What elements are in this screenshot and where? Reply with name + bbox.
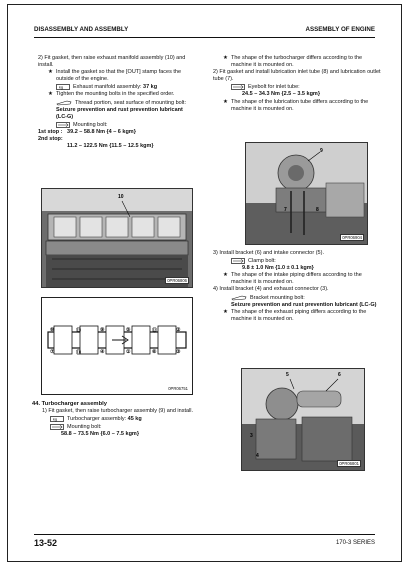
series-label: 170-3 SERIES xyxy=(335,540,375,546)
page-number: 13-52 xyxy=(34,538,58,548)
star-bullet-icon: ★ xyxy=(223,272,228,279)
mounting-bolt-value: 58.8 – 73.5 Nm {6.0 – 7.5 kgm} xyxy=(61,431,139,438)
bolt-number: ⑥ xyxy=(152,349,157,355)
callout-10: 10 xyxy=(118,194,124,200)
bolt-number: ⑨ xyxy=(100,327,105,333)
bolt-number: ④ xyxy=(100,349,105,355)
lubricant-brush-icon xyxy=(231,294,247,301)
svg-text:kg: kg xyxy=(59,86,64,91)
page-header xyxy=(34,23,375,38)
bolt-number: ⑩ xyxy=(50,327,55,333)
bolt-number: ⑬ xyxy=(76,328,82,334)
step-2-text: 2) Fit gasket, then raise exhaust manifold assembly (10) and install. xyxy=(38,55,186,69)
eyebolt-label: Eyebolt for inlet tube: xyxy=(248,84,300,91)
clamp-bolt-label: Clamp bolt: xyxy=(248,258,276,265)
header-right: ASSEMBLY OF ENGINE xyxy=(305,26,375,33)
bolt-number: ③ xyxy=(176,349,181,355)
bolt-number: ⑦ xyxy=(50,349,55,355)
callout-5: 5 xyxy=(286,372,289,378)
r-step-3: 3) Install bracket (6) and intake connector (5). xyxy=(213,250,324,256)
turbo-photo-graphic xyxy=(246,143,367,244)
bolt-number: ⑫ xyxy=(152,328,158,334)
bullet-tighten: Tighten the mounting bolts in the specified order. xyxy=(56,91,175,98)
callout-6: 6 xyxy=(338,372,341,378)
lubricant-brush-icon xyxy=(56,99,72,106)
page-footer xyxy=(34,534,375,549)
bolt-number: ① xyxy=(126,349,131,355)
svg-text:kg: kg xyxy=(53,417,58,422)
callout-8: 8 xyxy=(316,207,319,213)
turbo-weight-label: Turbocharger assembly: xyxy=(67,416,128,423)
weight-icon xyxy=(56,83,70,90)
eyebolt-value: 24.5 – 34.3 Nm {2.5 – 3.5 kgm} xyxy=(242,91,320,98)
bolt-number: ② xyxy=(176,327,181,333)
torque-wrench-icon xyxy=(231,257,245,264)
stop1-label: 1st stop : xyxy=(38,128,63,135)
weight-value: 37 kg xyxy=(143,84,158,91)
manual-page xyxy=(7,4,402,562)
photo-tag: 0PR06806 xyxy=(167,278,187,283)
photo-tag: 0PR06904 xyxy=(342,235,362,240)
section-44-title: 44. Turbocharger assembly xyxy=(32,401,107,407)
clamp-bolt-value: 9.8 ± 1.0 Nm {1.0 ± 0.1 kgm} xyxy=(242,265,314,272)
bullet-lube-tube: The shape of the lubrication tube differs according to the machine it is mounted on. xyxy=(231,98,369,112)
bullet-gasket: Install the gasket so that the [OUT] stamp faces the outside of the engine. xyxy=(56,69,182,83)
star-bullet-icon: ★ xyxy=(48,91,53,98)
weight-label: Exhaust manifold assembly: xyxy=(73,84,144,91)
bolt-number: ⑪ xyxy=(76,350,82,356)
bolt-number: ⑤ xyxy=(126,327,131,333)
callout-9: 9 xyxy=(320,148,323,154)
mounting-bolt-label: Mounting bolt: xyxy=(73,121,108,128)
photo-exhaust-manifold xyxy=(41,188,193,288)
connector-photo-graphic xyxy=(242,369,364,470)
bullet-turbo-shape: The shape of the turbocharger differs according to the machine it is mounted on. xyxy=(231,55,363,69)
photo-exhaust-connector xyxy=(241,368,365,471)
header-left: DISASSEMBLY AND ASSEMBLY xyxy=(34,26,129,33)
torque-wrench-icon xyxy=(56,121,70,128)
r-step-2: 2) Fit gasket and install lubrication inlet tube (8) and lubrication outlet tube (7). xyxy=(213,69,381,83)
photo-turbocharger xyxy=(245,142,368,245)
stop2-label: 2nd stop: xyxy=(38,135,63,142)
seizure-lubricant-2: Seizure prevention and rust prevention lubricant (LC-G) xyxy=(231,301,377,308)
tightening-order-diagram xyxy=(41,297,193,395)
star-bullet-icon: ★ xyxy=(223,98,228,105)
torque-wrench-icon xyxy=(231,83,245,90)
r-step-4: 4) Install bracket (4) and exhaust connector (3). xyxy=(213,286,329,293)
turbo-weight-value: 45 kg xyxy=(127,416,142,423)
callout-7: 7 xyxy=(284,207,287,213)
seizure-lubricant: Seizure prevention and rust prevention lubricant (LC-G) xyxy=(56,106,183,120)
mounting-bolt-label: Mounting bolt: xyxy=(67,424,102,431)
left-column-top xyxy=(38,55,194,150)
bullet-exhaust-shape: The shape of the exhaust piping differs according to the machine it is mounted on. xyxy=(231,308,367,322)
stop2-value: 11.2 – 122.5 Nm {11.5 – 12.5 kgm} xyxy=(67,142,154,149)
star-bullet-icon: ★ xyxy=(223,55,228,61)
right-column-middle xyxy=(213,250,381,323)
s44-step-1: 1) Fit gasket, then raise turbocharger assembly (9) and install. xyxy=(42,408,194,415)
callout-3: 3 xyxy=(250,433,253,439)
left-column-bottom xyxy=(32,401,194,438)
torque-wrench-icon xyxy=(50,423,64,430)
bullet-intake-shape: The shape of the intake piping differs according to the machine it is mounted on. xyxy=(231,272,362,286)
stop1-value: 39.2 – 58.8 Nm {4 – 6 kgm} xyxy=(67,128,136,135)
star-bullet-icon: ★ xyxy=(223,308,228,315)
bracket-bolt-label: Bracket mounting bolt: xyxy=(250,294,305,301)
thread-note: Thread portion, seat surface of mounting bolt: xyxy=(75,99,186,106)
callout-4: 4 xyxy=(256,453,259,459)
star-bullet-icon: ★ xyxy=(48,69,53,76)
diagram-tag: 0PR06751 xyxy=(168,386,188,391)
engine-photo-graphic xyxy=(42,189,192,287)
photo-tag: 0PR06801 xyxy=(339,461,359,466)
right-column-top xyxy=(213,55,381,113)
manifold-outline-graphic xyxy=(42,298,192,394)
weight-icon xyxy=(50,415,64,422)
